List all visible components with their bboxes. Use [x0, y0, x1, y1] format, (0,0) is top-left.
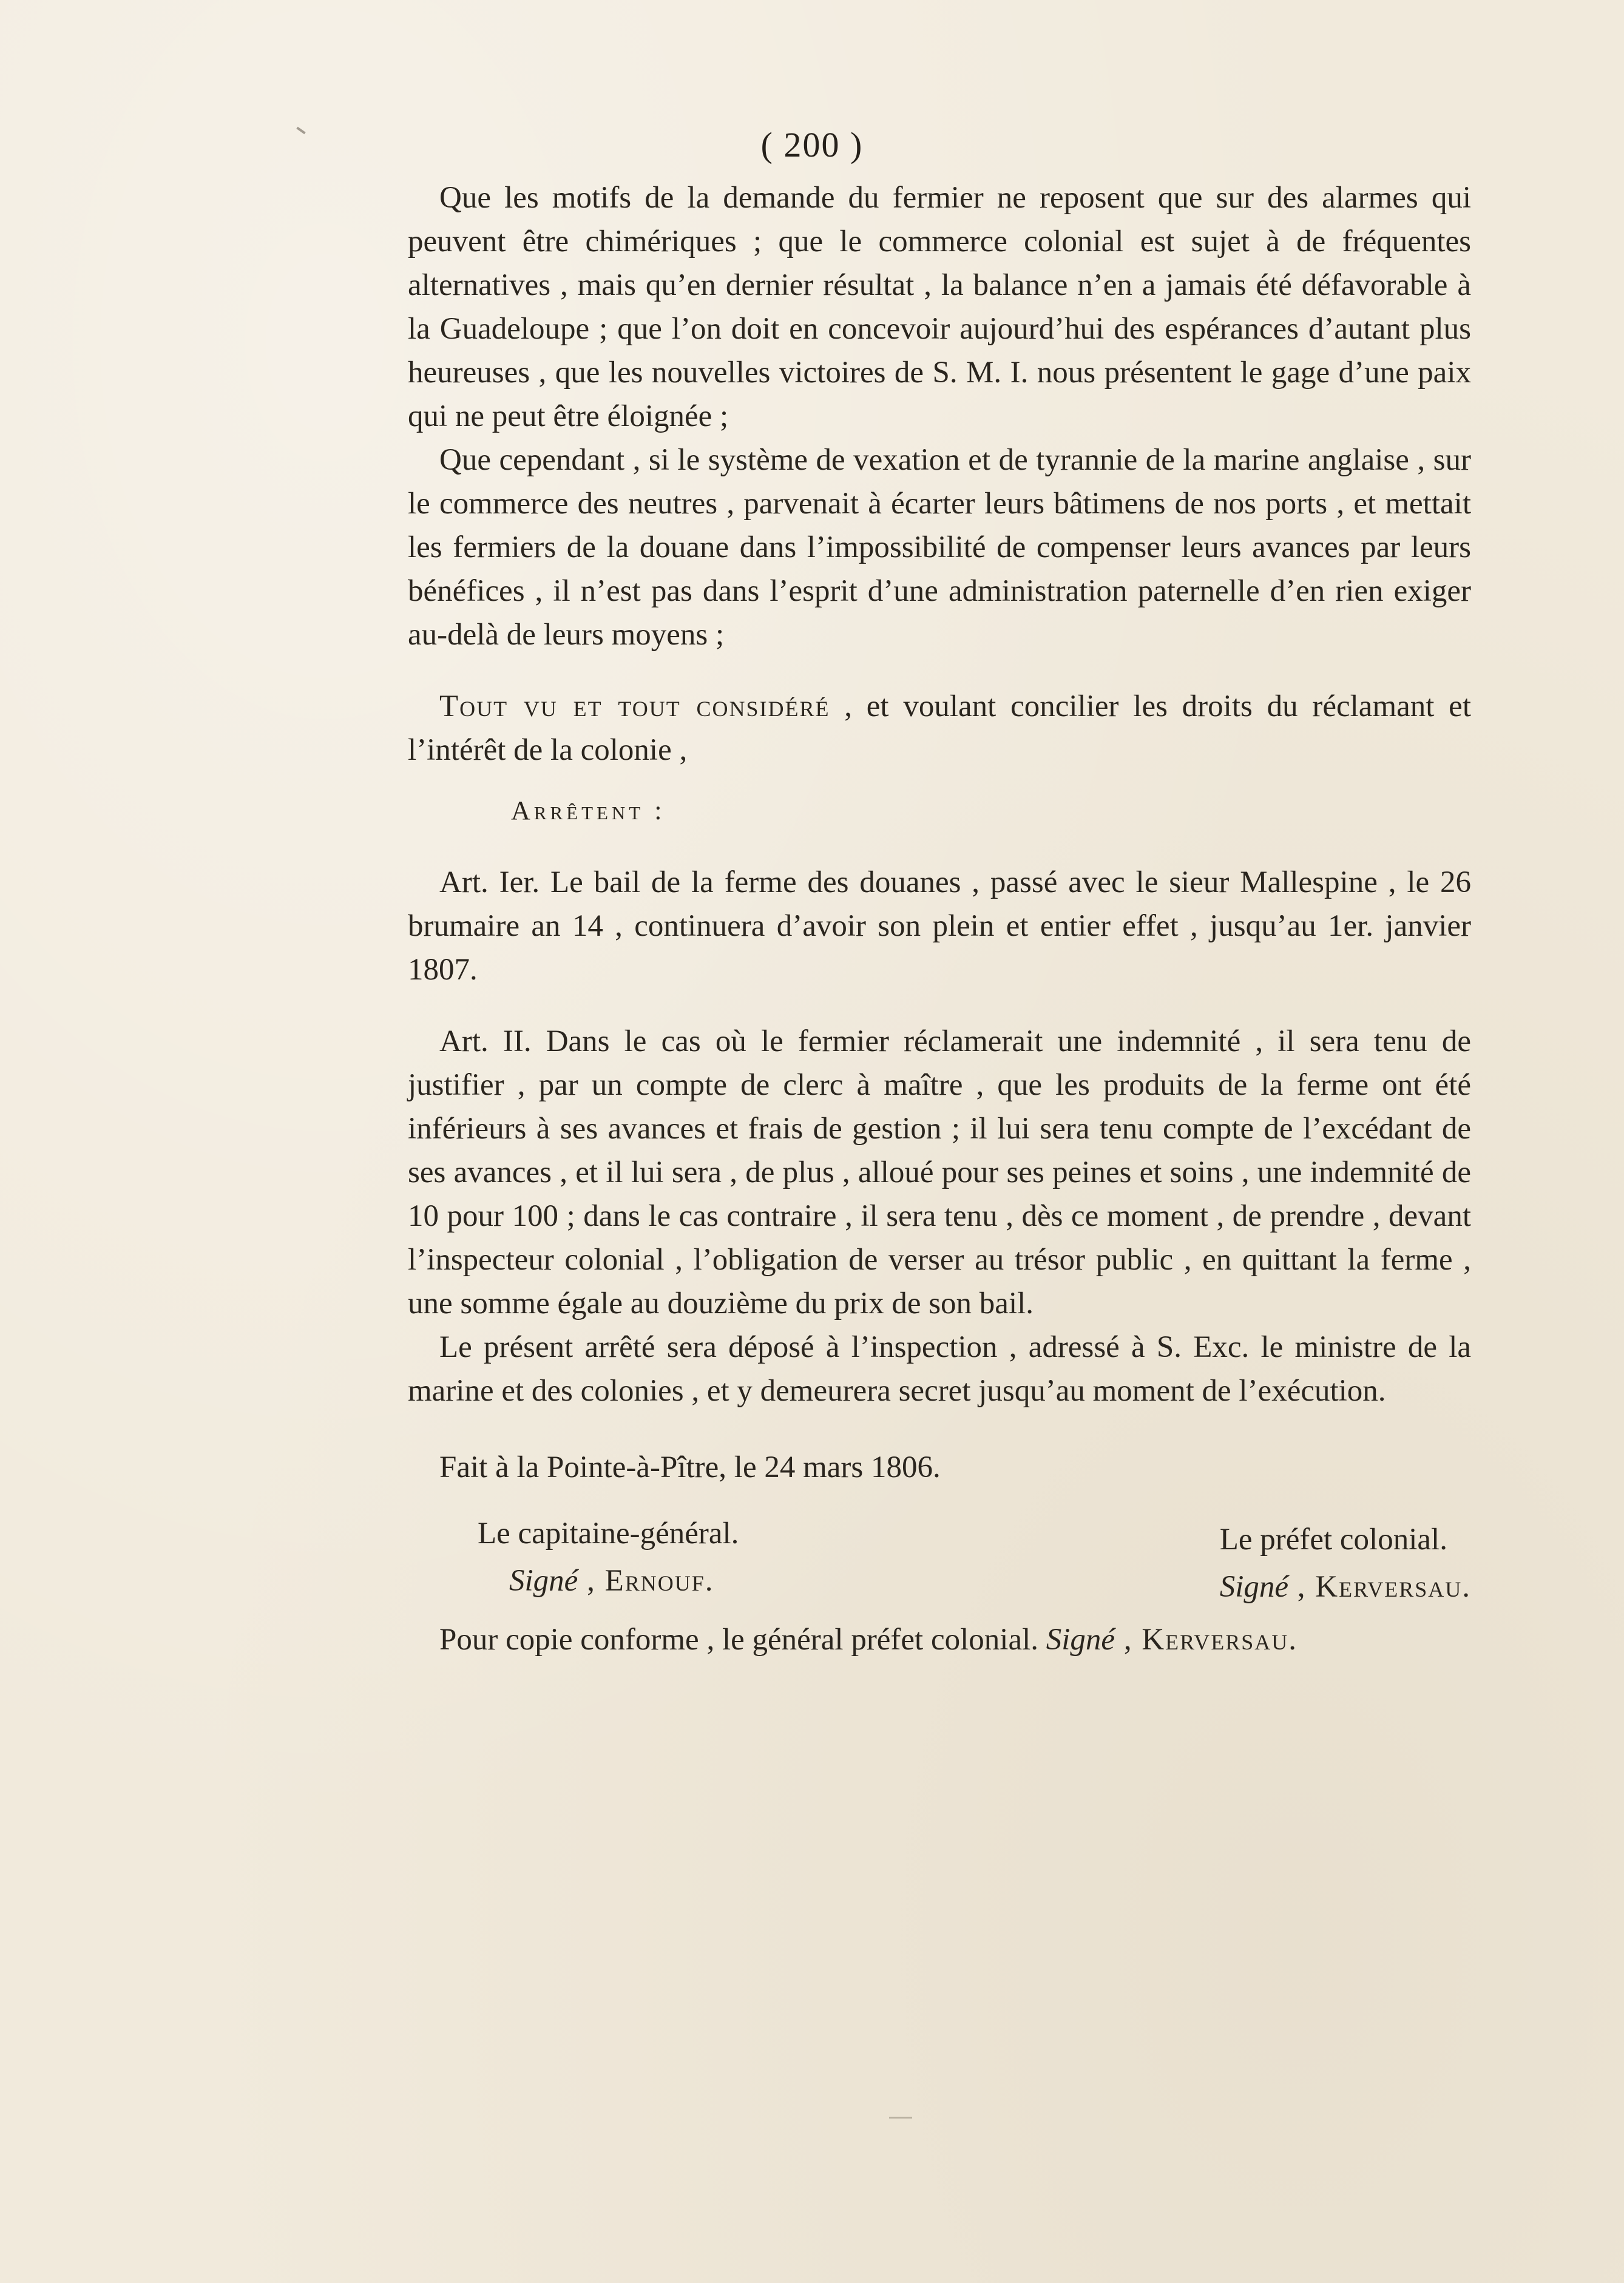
signature-left-name: , Ernouf. — [578, 1564, 714, 1598]
copie-name: , Kerversau. — [1115, 1623, 1298, 1657]
signature-left-signe: Signé — [509, 1564, 578, 1598]
signature-left-name-line — [478, 1557, 739, 1605]
paragraph-present-arrete: Le présent arrêté sera déposé à l’inspection , adressé à S. Exc. le ministre de la marine et des colonies , et y demeurera secret jusqu’au moment de l’exécution. — [408, 1330, 1471, 1408]
date-place-line: Fait à la Pointe-à-Pître, le 24 mars 1806. — [439, 1450, 941, 1484]
signature-right-title: Le préfet colonial. — [1219, 1523, 1447, 1557]
signature-right-signe: Signé — [1219, 1570, 1289, 1604]
signature-block — [408, 1510, 1471, 1604]
article-2: Art. II. Dans le cas où le fermier réclamerait une indemnité , il sera tenu de justifier , par un compte de clerc à maître , que les produits de la ferme ont été inférieurs à ses avances et frais de gestion ; il lui sera tenu compte de l’excédant de ses avances , et il lui sera , de plus , alloué pour ses peines et soins , une indemnité de 10 pour 100 ; dans le cas contraire , il sera tenu , dès ce moment , de prendre , devant l’inspecteur colonial , l’obligation de verser au trésor public , en quittant la ferme , une somme égale au douzième du prix de son bail. — [408, 1024, 1471, 1321]
signature-right-name-line — [1220, 1563, 1471, 1611]
copie-conforme-line — [408, 1618, 1471, 1662]
body-text — [408, 176, 1471, 1662]
page-number: ( 200 ) — [760, 125, 864, 164]
heading-arretent: Arrêtent : — [511, 796, 666, 825]
considere-smallcaps: Tout vu et tout considéré — [439, 689, 830, 723]
copie-signe: Signé — [1046, 1623, 1115, 1657]
considere-rest: , et voulant concilier les droits du réclamant et l’intérêt de la colonie , — [408, 689, 1471, 767]
signature-capitaine-general — [478, 1510, 739, 1605]
signature-right-name: , Kerversau. — [1288, 1570, 1471, 1604]
bottom-ink-mark — [889, 2117, 912, 2119]
signature-left-title: Le capitaine-général. — [478, 1517, 739, 1551]
paragraph-considere — [408, 685, 1471, 772]
paragraph-cependant: Que cependant , si le système de vexation et de tyrannie de la marine anglaise , sur le commerce des neutres , parvenait à écarter leurs bâtimens de nos ports , et mettait les fermiers de la douane dans l’impossibilité de compenser leurs avances par leurs bénéfices , il n’est pas dans l’esprit d’une administration paternelle d’en rien exiger au-delà de leurs moyens ; — [408, 443, 1471, 652]
copie-text: Pour copie conforme , le général préfet colonial. — [439, 1623, 1039, 1657]
article-1: Art. Ier. Le bail de la ferme des douanes , passé avec le sieur Mallespine , le 26 brumaire an 14 , continuera d’avoir son plein et entier effet , jusqu’au 1er. janvier 1807. — [408, 865, 1471, 987]
signature-prefet-colonial — [1220, 1516, 1471, 1611]
paragraph-motifs: Que les motifs de la demande du fermier ne reposent que sur des alarmes qui peuvent être chimériques ; que le commerce colonial est sujet à de fréquentes alternatives , mais qu’en dernier résultat , la balance n’en a jamais été défavorable à la Guadeloupe ; que l’on doit en concevoir aujourd’hui des espérances d’autant plus heureuses , que les nouvelles victoires de S. M. I. nous présentent le gage d’une paix qui ne peut être éloignée ; — [408, 181, 1471, 433]
